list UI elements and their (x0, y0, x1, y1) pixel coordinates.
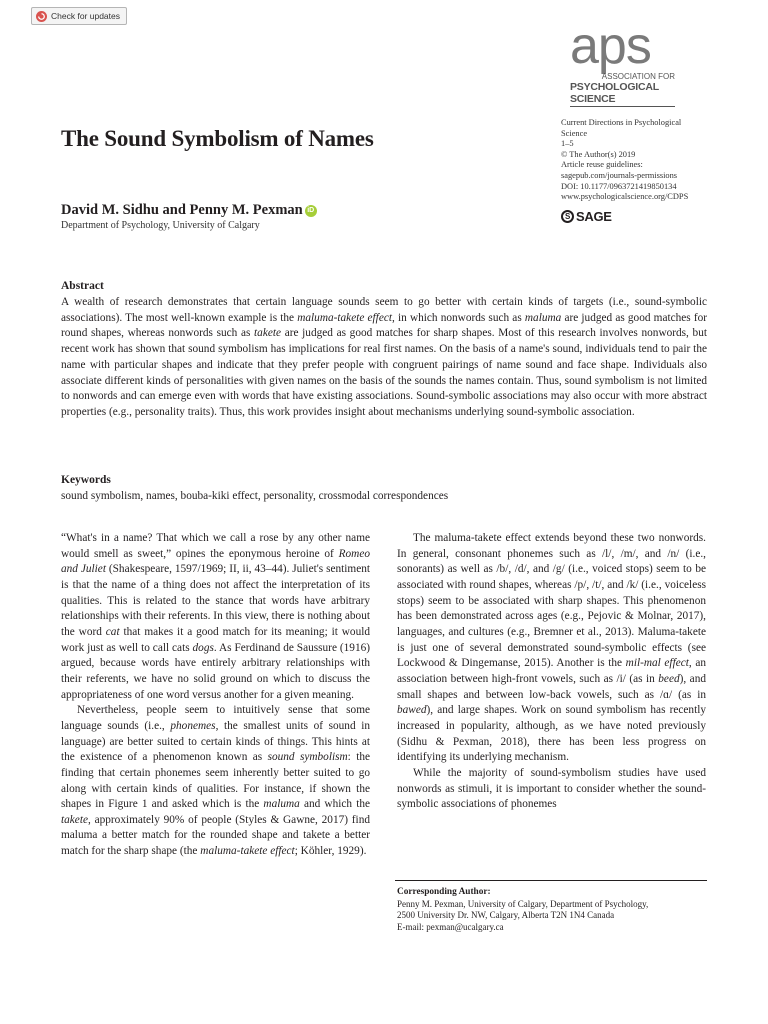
aps-logo-word: aps (570, 17, 651, 75)
abstract-em: takete (254, 327, 282, 340)
text-seg: While the majority of sound-symbolism studies have used nonwords as stimuli, it is important to consider whether the sound-symbolic associations of phonemes (397, 766, 706, 811)
aps-logo-line1: ASSOCIATION FOR (601, 72, 675, 81)
corresponding-heading: Corresponding Author: (397, 887, 491, 897)
text-em: cat (105, 625, 120, 638)
text-em: Romeo and Juliet (61, 547, 370, 576)
abstract-seg: are judged as good matches for round shapes, whereas nonwords such as (61, 311, 708, 340)
body-column-left (61, 531, 370, 860)
journal-website-link[interactable]: www.psychologicalscience.org/CDPS (561, 192, 689, 202)
corresponding-line: Penny M. Pexman, University of Calgary, Department of Psychology, (397, 898, 649, 909)
text-seg: ; Köhler, 1929). (294, 845, 367, 858)
orcid-icon[interactable]: iD (305, 205, 317, 217)
check-for-updates-button[interactable] (31, 7, 127, 25)
corresponding-line: 2500 University Dr. NW, Calgary, Alberta T2N 1N4 Canada (397, 910, 615, 921)
keywords-text: sound symbolism, names, bouba-kiki effect, personality, crossmodal correspondences (61, 490, 449, 502)
text-em: takete (61, 813, 88, 826)
text-em: maluma (263, 798, 300, 811)
paragraph (61, 531, 370, 703)
copyright: © The Author(s) 2019 (561, 149, 636, 159)
text-seg: , approximately 90% of people (Styles & Gawne, 2017) find maluma a better match for the rounded shape and takete a better match for the sharp shape (the (61, 813, 370, 858)
journal-name-line2: Science (561, 128, 588, 138)
update-icon (36, 11, 47, 22)
text-seg: that makes it a good match for its meaning; it would work just as well to call cats (61, 625, 371, 654)
check-for-updates-label: Check for updates (51, 11, 120, 21)
journal-name-line1: Current Directions in Psychological (561, 118, 682, 127)
text-em: sound symbolism (267, 751, 348, 764)
author-line (61, 202, 317, 219)
text-em: maluma-takete effect (200, 845, 295, 858)
sage-logo (561, 209, 612, 224)
text-seg: The maluma-takete effect extends beyond these two nonwords. In general, consonant phonemes such as /l/, /m/, and /n/ (i.e., sonorants) as well as /b/, /d/, and /g/ (i.e., voiced stops) seem to be associated with round shapes, whereas /p/, /t/, and /k/ (i.e., voiceless stops) seem to be associated with sharp shapes. This phenomenon has been demonstrated across ages (e.g., Pejovic & Molnar, 2017), languages, and cultures (e.g., Bremner et al., 2013). Maluma-takete is just one of several demonstrated sound-symbolic effects (see Lockwood & Dingemanse, 2015). Another is the (397, 532, 706, 670)
abstract-text (61, 295, 707, 421)
text-seg: , the smallest units of sound in language) are better suited to certain kinds of things. This hints at the existence of a phenomenon known as (61, 719, 370, 764)
paragraph (397, 531, 706, 766)
abstract-seg: A wealth of research demonstrates that certain language sounds seem to go better with certain kinds of targets (i.e., sound-symbolic associations). The most well-known example is the (61, 296, 707, 324)
body-column-right (397, 531, 706, 813)
aps-logo-line2: PSYCHOLOGICAL SCIENCE (570, 81, 675, 107)
reuse-guidelines-label: Article reuse guidelines: (561, 160, 643, 170)
abstract-em: maluma-takete effect (297, 311, 392, 324)
authors: David M. Sidhu and Penny M. Pexman (61, 202, 303, 218)
journal-info (561, 118, 731, 203)
abstract-seg: , in which nonwords such as (392, 311, 525, 324)
corresponding-author (397, 886, 707, 934)
paragraph (61, 703, 370, 860)
text-seg: “What's in a name? That which we call a rose by any other name would smell as sweet,” opines the eponymous heroine of (61, 532, 370, 560)
text-seg: Nevertheless, people seem to intuitively sense that some language sounds (i.e., (61, 704, 370, 732)
text-em: mil-mal effect (625, 657, 689, 670)
keywords-heading: Keywords (61, 474, 111, 486)
doi-link[interactable]: DOI: 10.1177/0963721419850134 (561, 181, 677, 191)
text-em: dogs (192, 641, 214, 654)
text-seg: ), and large shapes. Work on sound symbolism has recently increased in popularity, although, as we have noted previously (Sidhu & Pexman, 2018), there has been less progress on identifying its underlying mechanism. (397, 704, 706, 764)
text-em: beed (658, 672, 680, 685)
abstract-seg: are judged as good matches for sharp shapes. Most of this research involves nonwords, but recent work has shown that sound symbolism has implications for real first names. On the basis of a name's sound, individuals tend to pair the name with particular shapes and indicate that they prefer people with congruent pairings of name sound and face shape. Individuals also associate different kinds of personalities with given names on the basis of the sounds the names contain. Thus, sound symbolism is not limited to nonwords and can emerge even with words that have existing associations. Sound-symbolic associations may also occur with more abstract properties (e.g., personality traits). Thus, this work provides insight about mechanisms underlying sound-symbolic association. (61, 327, 707, 418)
sage-label: SAGE (576, 209, 612, 224)
text-seg: (Shakespeare, 1597/1969; II, ii, 43–44). Juliet's sentiment is that the name of a thing does not affect the interpretation of its qualities. This is related to the stance that words have arbitrary relationships with their referents. In this view, there is nothing about the word (61, 563, 370, 638)
text-em: phonemes (170, 719, 216, 732)
corresponding-email[interactable]: E-mail: pexman@ucalgary.ca (397, 922, 504, 933)
article-title: The Sound Symbolism of Names (61, 126, 374, 151)
text-seg: : the finding that certain phonemes seem inherently better suited to go along with certain kinds of qualities. For instance, if shown the shapes in Figure 1 and asked which is the (61, 751, 370, 811)
sage-icon: S (561, 210, 574, 223)
aps-logo (570, 17, 675, 107)
abstract-em: maluma (524, 311, 562, 324)
permissions-link[interactable]: sagepub.com/journals-permissions (561, 170, 678, 180)
text-seg: , an association between high-front vowels, such as /i/ (as in (397, 657, 706, 685)
paragraph (397, 766, 706, 813)
text-seg: ), and small shapes and between low-back vowels, such as /ɑ/ (as in (397, 672, 706, 701)
affiliation: Department of Psychology, University of Calgary (61, 220, 260, 231)
page-range: 1–5 (561, 139, 574, 149)
text-em: bawed (397, 704, 427, 717)
footnote-divider (395, 880, 707, 881)
abstract-heading: Abstract (61, 280, 104, 292)
text-seg: and which the (299, 798, 370, 811)
text-seg: . As Ferdinand de Saussure (1916) argued, because words have entirely arbitrary relationships with their referents, we have no solid ground on which to discuss the appropriateness of one word versus another for a given meaning. (61, 641, 371, 701)
